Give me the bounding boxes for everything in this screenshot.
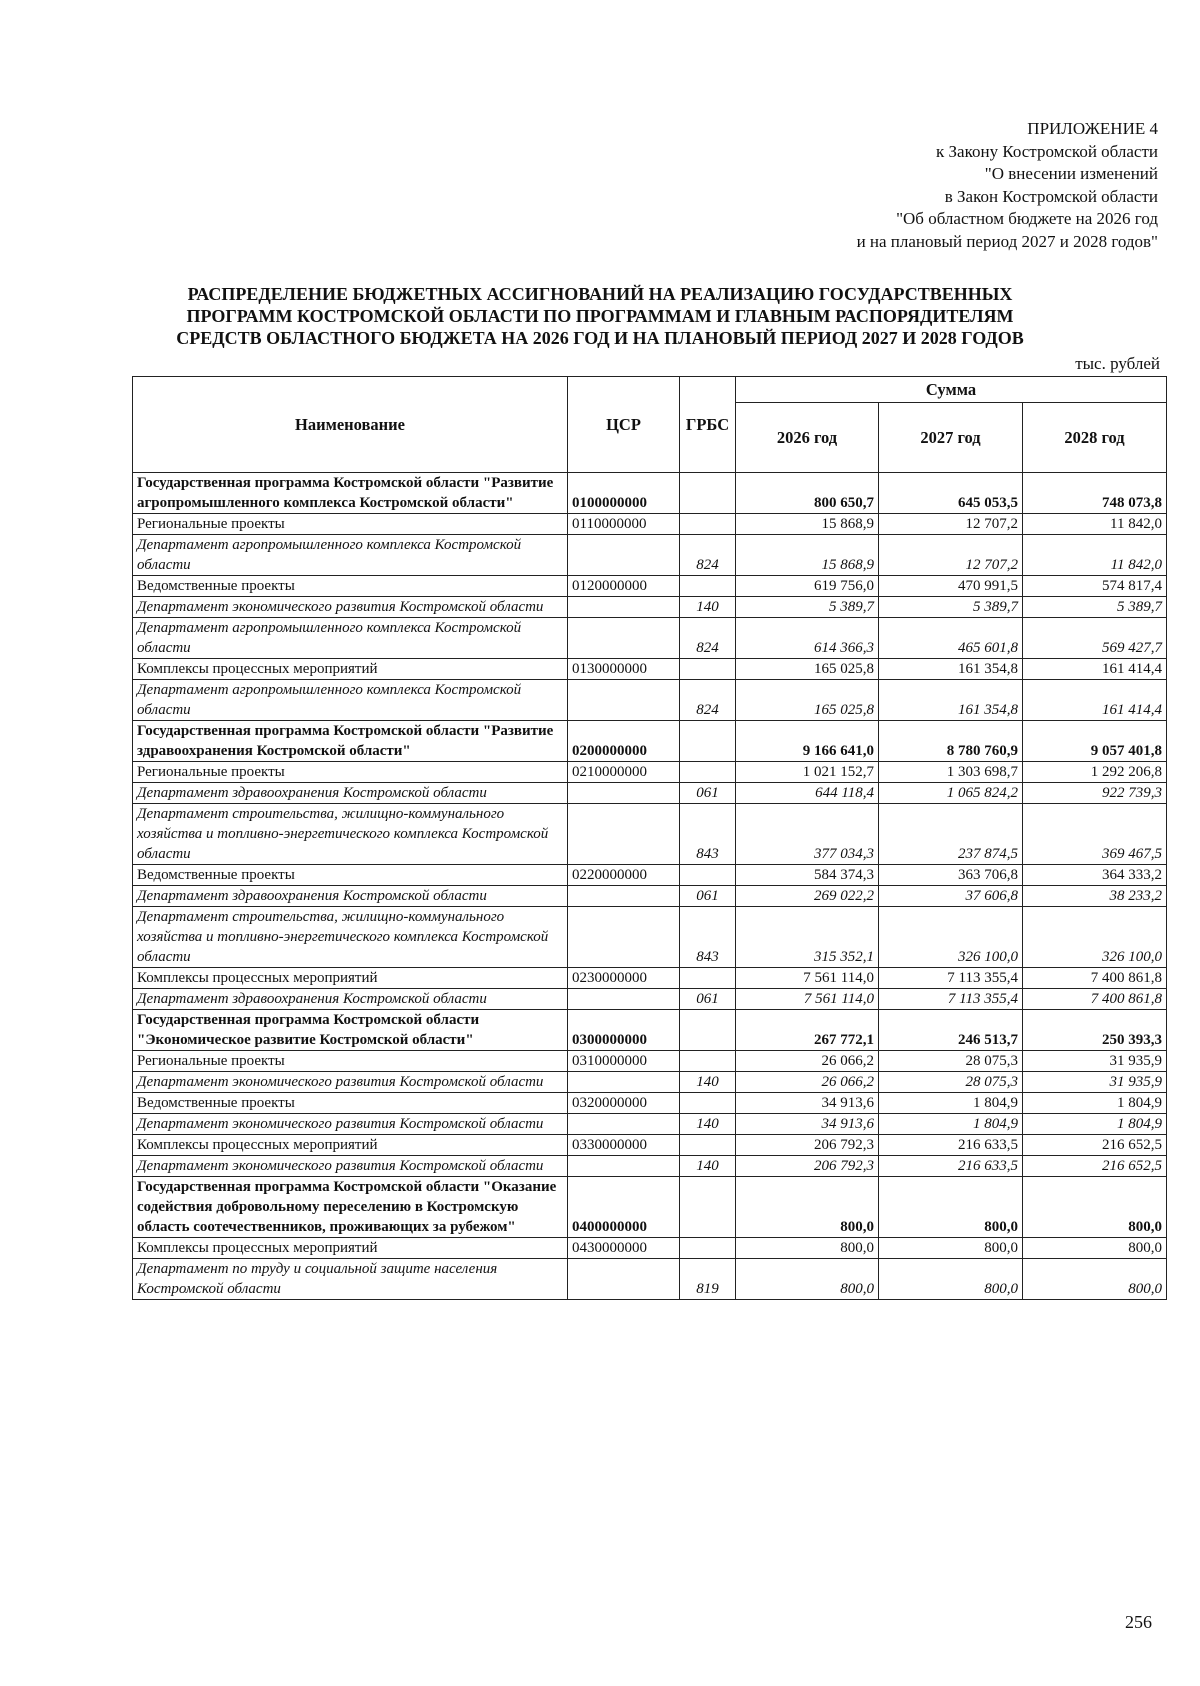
- cell-csr: [568, 1072, 680, 1093]
- cell-y2027: 800,0: [879, 1259, 1023, 1300]
- cell-csr: 0430000000: [568, 1238, 680, 1259]
- cell-grbs: 061: [680, 783, 736, 804]
- title-line: СРЕДСТВ ОБЛАСТНОГО БЮДЖЕТА НА 2026 ГОД И НА ПЛАНОВЫЙ ПЕРИОД 2027 И 2028 ГОДОВ: [176, 328, 1024, 348]
- header-2027: 2027 год: [879, 403, 1023, 473]
- dept-row: [133, 1072, 1167, 1093]
- cell-grbs: [680, 1177, 736, 1238]
- cell-y2026: 206 792,3: [736, 1135, 879, 1156]
- cell-name: Государственная программа Костромской области "Экономическое развитие Костромской области": [133, 1010, 568, 1051]
- appendix-line: ПРИЛОЖЕНИЕ 4: [1027, 119, 1158, 138]
- cell-y2027: 800,0: [879, 1238, 1023, 1259]
- cell-y2027: 7 113 355,4: [879, 989, 1023, 1010]
- cell-grbs: [680, 1051, 736, 1072]
- dept-row: [133, 989, 1167, 1010]
- cell-name: Департамент агропромышленного комплекса Костромской области: [133, 680, 568, 721]
- cell-y2028: 31 935,9: [1023, 1051, 1167, 1072]
- cell-grbs: [680, 473, 736, 514]
- cell-y2026: 34 913,6: [736, 1093, 879, 1114]
- budget-table: [132, 376, 1167, 1300]
- cell-grbs: 824: [680, 535, 736, 576]
- dept-row: [133, 535, 1167, 576]
- section-row: [133, 1135, 1167, 1156]
- cell-y2028: 11 842,0: [1023, 514, 1167, 535]
- cell-csr: 0310000000: [568, 1051, 680, 1072]
- cell-name: Департамент экономического развития Костромской области: [133, 1156, 568, 1177]
- cell-csr: [568, 804, 680, 865]
- cell-y2026: 800,0: [736, 1177, 879, 1238]
- cell-y2027: 12 707,2: [879, 514, 1023, 535]
- cell-grbs: [680, 514, 736, 535]
- cell-name: Комплексы процессных мероприятий: [133, 1135, 568, 1156]
- cell-y2026: 7 561 114,0: [736, 968, 879, 989]
- cell-name: Региональные проекты: [133, 1051, 568, 1072]
- cell-name: Департамент строительства, жилищно-коммунального хозяйства и топливно-энергетического комплекса Костромской области: [133, 907, 568, 968]
- header-2028: 2028 год: [1023, 403, 1167, 473]
- cell-name: Департамент здравоохранения Костромской области: [133, 989, 568, 1010]
- cell-csr: [568, 1259, 680, 1300]
- cell-y2027: 237 874,5: [879, 804, 1023, 865]
- cell-name: Региональные проекты: [133, 762, 568, 783]
- cell-y2028: 161 414,4: [1023, 659, 1167, 680]
- cell-name: Департамент экономического развития Костромской области: [133, 1072, 568, 1093]
- cell-csr: [568, 535, 680, 576]
- cell-csr: [568, 597, 680, 618]
- cell-y2028: 364 333,2: [1023, 865, 1167, 886]
- cell-y2027: 465 601,8: [879, 618, 1023, 659]
- cell-y2028: 800,0: [1023, 1177, 1167, 1238]
- cell-y2028: 7 400 861,8: [1023, 968, 1167, 989]
- cell-grbs: 140: [680, 1114, 736, 1135]
- cell-y2028: 326 100,0: [1023, 907, 1167, 968]
- cell-y2026: 619 756,0: [736, 576, 879, 597]
- cell-grbs: [680, 865, 736, 886]
- cell-y2027: 470 991,5: [879, 576, 1023, 597]
- cell-y2026: 206 792,3: [736, 1156, 879, 1177]
- cell-y2026: 800,0: [736, 1238, 879, 1259]
- cell-y2026: 377 034,3: [736, 804, 879, 865]
- appendix-line: в Закон Костромской области: [944, 186, 1158, 206]
- cell-y2026: 15 868,9: [736, 514, 879, 535]
- appendix-line: и на плановый период 2027 и 2028 годов": [856, 231, 1158, 251]
- cell-grbs: [680, 1135, 736, 1156]
- cell-y2026: 15 868,9: [736, 535, 879, 576]
- cell-y2027: 8 780 760,9: [879, 721, 1023, 762]
- cell-name: Департамент экономического развития Костромской области: [133, 597, 568, 618]
- cell-y2028: 369 467,5: [1023, 804, 1167, 865]
- cell-y2028: 11 842,0: [1023, 535, 1167, 576]
- cell-name: Департамент по труду и социальной защите населения Костромской области: [133, 1259, 568, 1300]
- cell-y2027: 800,0: [879, 1177, 1023, 1238]
- cell-name: Комплексы процессных мероприятий: [133, 1238, 568, 1259]
- cell-y2028: 800,0: [1023, 1238, 1167, 1259]
- cell-y2026: 644 118,4: [736, 783, 879, 804]
- units-label: тыс. рублей: [1075, 354, 1160, 373]
- cell-y2028: 800,0: [1023, 1259, 1167, 1300]
- cell-y2026: 26 066,2: [736, 1051, 879, 1072]
- dept-row: [133, 886, 1167, 907]
- cell-y2027: 37 606,8: [879, 886, 1023, 907]
- cell-y2028: 574 817,4: [1023, 576, 1167, 597]
- cell-grbs: 824: [680, 618, 736, 659]
- appendix-line: "Об областном бюджете на 2026 год: [896, 209, 1158, 229]
- cell-y2026: 26 066,2: [736, 1072, 879, 1093]
- document-title: [120, 283, 1080, 349]
- cell-y2027: 12 707,2: [879, 535, 1023, 576]
- cell-csr: 0130000000: [568, 659, 680, 680]
- cell-csr: [568, 907, 680, 968]
- cell-name: Департамент экономического развития Костромской области: [133, 1114, 568, 1135]
- dept-row: [133, 804, 1167, 865]
- cell-grbs: 140: [680, 1072, 736, 1093]
- dept-row: [133, 618, 1167, 659]
- cell-csr: 0300000000: [568, 1010, 680, 1051]
- cell-y2028: 31 935,9: [1023, 1072, 1167, 1093]
- program-row: [133, 473, 1167, 514]
- appendix-header: [558, 118, 1158, 254]
- cell-y2027: 645 053,5: [879, 473, 1023, 514]
- cell-grbs: 843: [680, 907, 736, 968]
- cell-csr: 0230000000: [568, 968, 680, 989]
- cell-name: Комплексы процессных мероприятий: [133, 659, 568, 680]
- section-row: [133, 865, 1167, 886]
- section-row: [133, 659, 1167, 680]
- cell-y2028: 569 427,7: [1023, 618, 1167, 659]
- section-row: [133, 1051, 1167, 1072]
- cell-grbs: 061: [680, 886, 736, 907]
- section-row: [133, 514, 1167, 535]
- cell-y2027: 1 303 698,7: [879, 762, 1023, 783]
- cell-grbs: [680, 762, 736, 783]
- program-row: [133, 1010, 1167, 1051]
- cell-name: Региональные проекты: [133, 514, 568, 535]
- cell-y2027: 1 804,9: [879, 1114, 1023, 1135]
- cell-y2026: 7 561 114,0: [736, 989, 879, 1010]
- cell-csr: 0110000000: [568, 514, 680, 535]
- cell-grbs: [680, 968, 736, 989]
- section-row: [133, 1093, 1167, 1114]
- dept-row: [133, 680, 1167, 721]
- dept-row: [133, 907, 1167, 968]
- section-row: [133, 762, 1167, 783]
- cell-y2028: 1 804,9: [1023, 1114, 1167, 1135]
- cell-y2026: 800 650,7: [736, 473, 879, 514]
- cell-grbs: [680, 1093, 736, 1114]
- cell-csr: 0220000000: [568, 865, 680, 886]
- cell-y2027: 216 633,5: [879, 1156, 1023, 1177]
- dept-row: [133, 1259, 1167, 1300]
- cell-name: Государственная программа Костромской области "Развитие здравоохранения Костромской области": [133, 721, 568, 762]
- cell-y2028: 9 057 401,8: [1023, 721, 1167, 762]
- section-row: [133, 1238, 1167, 1259]
- cell-y2028: 38 233,2: [1023, 886, 1167, 907]
- cell-grbs: [680, 1010, 736, 1051]
- cell-name: Ведомственные проекты: [133, 865, 568, 886]
- cell-name: Департамент агропромышленного комплекса Костромской области: [133, 618, 568, 659]
- cell-y2028: 216 652,5: [1023, 1135, 1167, 1156]
- cell-csr: [568, 680, 680, 721]
- cell-y2026: 315 352,1: [736, 907, 879, 968]
- cell-grbs: 140: [680, 597, 736, 618]
- cell-csr: 0210000000: [568, 762, 680, 783]
- cell-grbs: [680, 1238, 736, 1259]
- cell-y2027: 216 633,5: [879, 1135, 1023, 1156]
- cell-y2027: 28 075,3: [879, 1051, 1023, 1072]
- cell-y2028: 5 389,7: [1023, 597, 1167, 618]
- appendix-line: "О внесении изменений: [984, 164, 1158, 184]
- dept-row: [133, 597, 1167, 618]
- cell-y2028: 161 414,4: [1023, 680, 1167, 721]
- dept-row: [133, 1114, 1167, 1135]
- cell-y2027: 161 354,8: [879, 680, 1023, 721]
- cell-y2026: 1 021 152,7: [736, 762, 879, 783]
- dept-row: [133, 1156, 1167, 1177]
- header-csr: ЦСР: [568, 377, 680, 473]
- cell-y2026: 34 913,6: [736, 1114, 879, 1135]
- cell-csr: [568, 618, 680, 659]
- cell-y2028: 1 804,9: [1023, 1093, 1167, 1114]
- cell-name: Ведомственные проекты: [133, 576, 568, 597]
- cell-y2027: 1 804,9: [879, 1093, 1023, 1114]
- cell-name: Государственная программа Костромской области "Развитие агропромышленного комплекса Костромской области": [133, 473, 568, 514]
- cell-y2026: 165 025,8: [736, 659, 879, 680]
- cell-grbs: 843: [680, 804, 736, 865]
- cell-y2027: 246 513,7: [879, 1010, 1023, 1051]
- header-name: Наименование: [133, 377, 568, 473]
- cell-y2027: 161 354,8: [879, 659, 1023, 680]
- program-row: [133, 1177, 1167, 1238]
- cell-name: Ведомственные проекты: [133, 1093, 568, 1114]
- cell-y2026: 584 374,3: [736, 865, 879, 886]
- cell-csr: 0100000000: [568, 473, 680, 514]
- header-grbs: ГРБС: [680, 377, 736, 473]
- cell-name: Департамент агропромышленного комплекса Костромской области: [133, 535, 568, 576]
- cell-y2028: 7 400 861,8: [1023, 989, 1167, 1010]
- cell-csr: [568, 783, 680, 804]
- cell-grbs: [680, 721, 736, 762]
- cell-csr: 0120000000: [568, 576, 680, 597]
- cell-y2026: 5 389,7: [736, 597, 879, 618]
- dept-row: [133, 783, 1167, 804]
- cell-y2028: 216 652,5: [1023, 1156, 1167, 1177]
- cell-grbs: [680, 576, 736, 597]
- cell-y2026: 9 166 641,0: [736, 721, 879, 762]
- cell-y2027: 326 100,0: [879, 907, 1023, 968]
- cell-csr: [568, 989, 680, 1010]
- cell-csr: 0400000000: [568, 1177, 680, 1238]
- cell-grbs: 819: [680, 1259, 736, 1300]
- cell-y2028: 1 292 206,8: [1023, 762, 1167, 783]
- title-line: ПРОГРАММ КОСТРОМСКОЙ ОБЛАСТИ ПО ПРОГРАММАМ И ГЛАВНЫМ РАСПОРЯДИТЕЛЯМ: [186, 306, 1014, 326]
- cell-y2028: 748 073,8: [1023, 473, 1167, 514]
- section-row: [133, 968, 1167, 989]
- header-sum: Сумма: [736, 377, 1167, 403]
- cell-y2027: 28 075,3: [879, 1072, 1023, 1093]
- header-2026: 2026 год: [736, 403, 879, 473]
- cell-grbs: 061: [680, 989, 736, 1010]
- cell-csr: [568, 1114, 680, 1135]
- cell-y2027: 1 065 824,2: [879, 783, 1023, 804]
- page-number: 256: [1125, 1612, 1152, 1632]
- cell-grbs: 140: [680, 1156, 736, 1177]
- cell-csr: 0330000000: [568, 1135, 680, 1156]
- cell-name: Департамент здравоохранения Костромской области: [133, 886, 568, 907]
- cell-y2026: 800,0: [736, 1259, 879, 1300]
- cell-name: Комплексы процессных мероприятий: [133, 968, 568, 989]
- cell-name: Государственная программа Костромской области "Оказание содействия добровольному переселению в Костромскую область соотечественников, проживающих за рубежом": [133, 1177, 568, 1238]
- cell-y2028: 922 739,3: [1023, 783, 1167, 804]
- cell-y2028: 250 393,3: [1023, 1010, 1167, 1051]
- cell-csr: [568, 886, 680, 907]
- program-row: [133, 721, 1167, 762]
- cell-name: Департамент строительства, жилищно-коммунального хозяйства и топливно-энергетического комплекса Костромской области: [133, 804, 568, 865]
- cell-csr: [568, 1156, 680, 1177]
- cell-y2026: 267 772,1: [736, 1010, 879, 1051]
- cell-y2026: 269 022,2: [736, 886, 879, 907]
- section-row: [133, 576, 1167, 597]
- table-body: [133, 473, 1167, 1300]
- cell-y2027: 363 706,8: [879, 865, 1023, 886]
- cell-csr: 0200000000: [568, 721, 680, 762]
- cell-csr: 0320000000: [568, 1093, 680, 1114]
- cell-name: Департамент здравоохранения Костромской области: [133, 783, 568, 804]
- cell-grbs: 824: [680, 680, 736, 721]
- cell-y2027: 5 389,7: [879, 597, 1023, 618]
- cell-y2027: 7 113 355,4: [879, 968, 1023, 989]
- cell-y2026: 614 366,3: [736, 618, 879, 659]
- cell-grbs: [680, 659, 736, 680]
- appendix-line: к Закону Костромской области: [936, 141, 1158, 161]
- cell-y2026: 165 025,8: [736, 680, 879, 721]
- title-line: РАСПРЕДЕЛЕНИЕ БЮДЖЕТНЫХ АССИГНОВАНИЙ НА РЕАЛИЗАЦИЮ ГОСУДАРСТВЕННЫХ: [187, 284, 1013, 304]
